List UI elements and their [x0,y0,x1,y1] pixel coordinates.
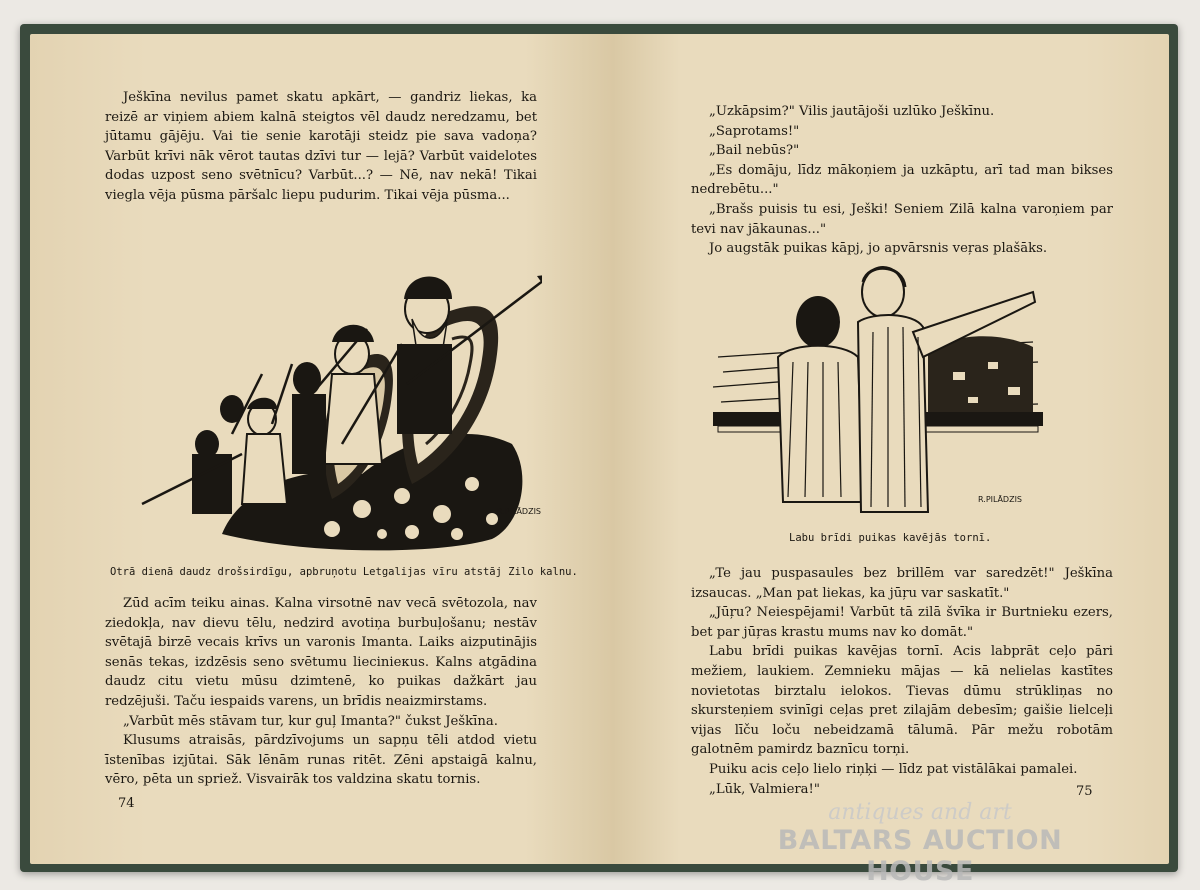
paragraph-text: Puiku acis ceļo lielo riņķi — līdz pat vistālākai pamalei. [709,761,1078,777]
dialogue-line: „Uzkāpsim?" Vilis jautājoši uzlūko Ješkīnu. [709,104,995,119]
dialogue-line: „Brašs puisis tu esi, Ješki! Seniem Zilā kalna varoņiem par tevi nav jākaunas..." [691,201,1113,237]
paragraph-text: Labu brīdi puikas kavējas tornī. Acis labprāt ceļo pāri mežiem, laukiem. Zemnieku mājas — kā nelielas kastītes novietotas birztalu ielokos. Tievas dūmu strūkliņas no skursteņiem svinīgi ceļas pret zilajām debesīm; gaišie lielceļi vijas līču loču nebeidzamā tālumā. Pār mežu robotām galotnēm pamirdz baznīcu torņi. [691,644,1113,758]
left-illustration-caption: Otrā dienā daudz drošsirdīgu, apbruņotu Letgalijas vīru atstāj Zilo kalnu. [110,566,578,578]
paragraph-text: Ješkīna nevilus pamet skatu apkārt, — gandriz liekas, ka reizē ar viņiem abiem kalnā steigtos vēl daudz neredzamu, bet jūtamu gājēju. Vai tie senie karotāji steidz pie sava vadoņa? Varbūt krīvi nāk vērot tautas dzīvi tur — lejā? Varbūt vaidelotes dodas uzpost seno svētnīcu? Varbūt...? — Nē, nav nekā! Tikai viegla vēja pūsma pāršalc liepu pudurim. Tikai vēja pūsma... [105,90,537,203]
right-illustration-caption: Labu brīdi puikas kavējās tornī. [789,532,992,544]
watermark-tagline: antiques and art [828,800,1012,825]
paragraph-text: „Jūŗu? Neiespējami! Varbūt tā zilā švīka ir Burtnieku ezers, bet par jūŗas krastu mums nav ko domāt." [691,605,1113,640]
boys-on-tower-illustration [713,262,1043,522]
right-illustration-signature: R.PILĀDZIS [978,495,1023,504]
page-number-left: 74 [118,796,135,811]
auction-watermark [720,800,1120,887]
dialogue-line: „Bail nebūs?" [709,143,800,159]
right-page [613,34,1169,864]
dialogue-line: Jo augstāk puikas kāpj, jo apvārsnis veŗas plašāks. [709,241,1048,257]
right-paragraphs-lower [691,564,1113,799]
dialogue-line: „Saprotams!" [709,123,800,139]
left-page [30,34,613,864]
paragraph-text: „Te jau puspasaules bez brillēm var saredzēt!" Ješkīna izsaucas. „Man pat liekas, ka jūŗu var saskatīt." [691,566,1113,601]
paragraph-text: Zūd acīm teiku ainas. Kalna virsotnē nav vecā svētozola, nav ziedokļa, nav dievu tēlu, nedzird avotiņa burbuļošanu; nestāv svētajā birzē vecais krīvs un varonis Imanta. Laiks aizputinājis senās tekas, izdzēsis seno svētumu liecinieкus. Kalns atgādina daudz citu vietu mūsu dzimtenē, ko puikas dažkārt jau redzējuši. Taču iespaids varens, un brīdis neaizmirstams. [105,596,537,709]
right-dialogue [691,102,1113,259]
dialogue-line: „Es domāju, līdz mākoņiem ja uzkāptu, arī tad man bikses nedrebētu..." [691,162,1113,198]
watermark-brand: BALTARS AUCTION HOUSE [777,825,1063,887]
left-illustration-signature: R.PILĀDZIS [497,507,542,516]
paragraph-text: „Varbūt mēs stāvam tur, kur guļ Imanta?" čukst Ješkīna. [123,713,498,729]
left-paragraphs-lower [105,594,537,790]
left-paragraph-1 [105,88,537,206]
paragraph-text: „Lūk, Valmiera!" [709,781,820,797]
page-number-right: 75 [1076,784,1093,799]
warriors-illustration [112,234,542,564]
paragraph-text: Klusums atraisās, pārdzīvojums un sapņu tēli atdod vietu īstenības izjūtai. Sāk lēnām runas ritēt. Zēni apstaigā kalnu, vēro, pēta un spriež. Visvairāk tos valdzina skatu tornis. [105,733,537,788]
